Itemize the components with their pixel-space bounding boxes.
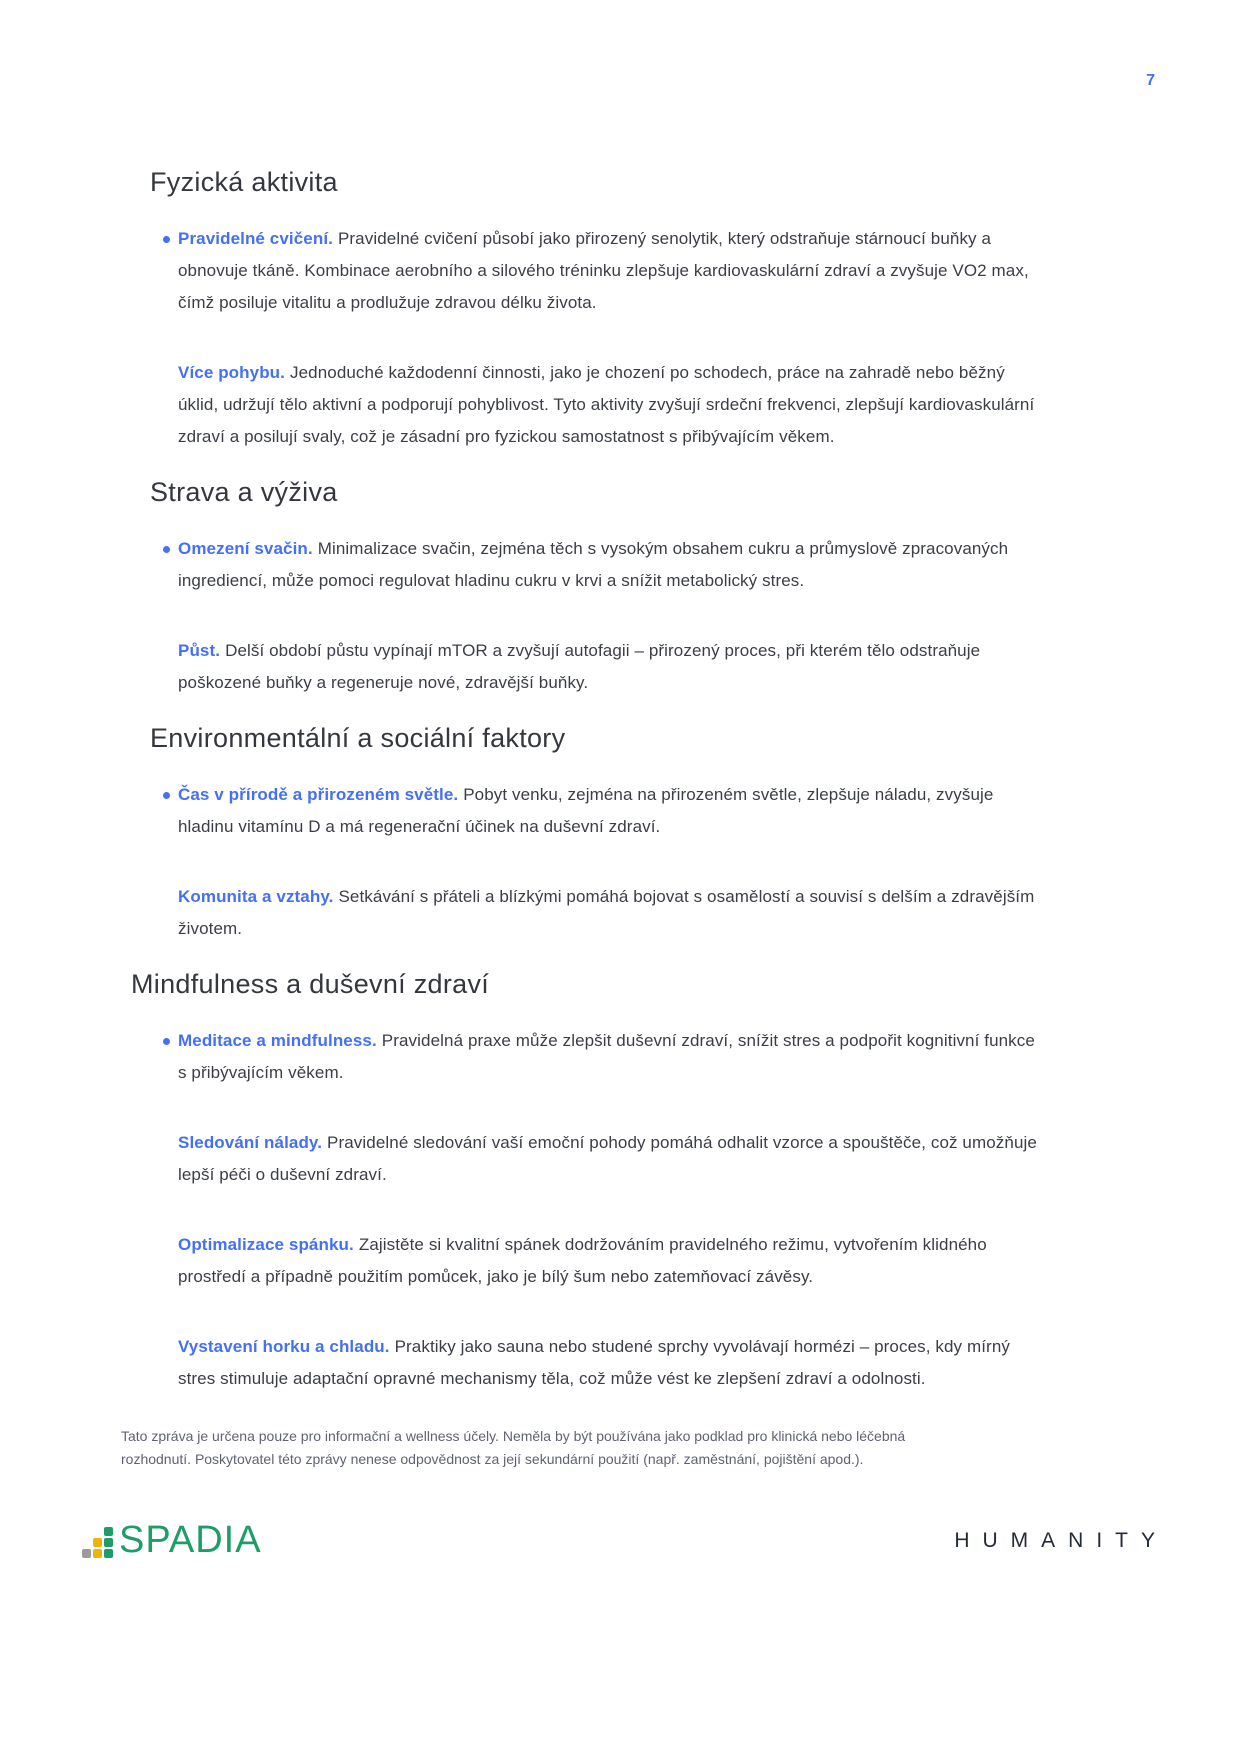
list-item [150,635,1038,699]
item-lead: Optimalizace spánku. [178,1235,354,1254]
section-title: Environmentální a sociální faktory [150,723,566,753]
item-text: Setkávání s přáteli a blízkými pomáhá bojovat s osamělostí a souvisí s delším a zdravějším životem. [178,887,1035,938]
section-strava-a-vyziva [150,473,1155,699]
item-text: Praktiky jako sauna nebo studené sprchy vyvolávají hormézi – proces, kdy mírný stres stimuluje adaptační opravné mechanismy těla, což může vést ke zlepšení zdraví a odolnosti. [178,1337,1010,1388]
item-text: Pobyt venku, zejména na přirozeném světle, zlepšuje náladu, zvyšuje hladinu vitamínu D a má regenerační účinek na duševní zdraví. [178,785,994,836]
spadia-wordmark: SPADIA [119,1519,262,1561]
bullet-dot-icon [163,546,170,553]
item-text: Zajistěte si kvalitní spánek dodržováním pravidelného režimu, vytvořením klidného prostředí a případně použitím pomůcek, jako je bílý šum nebo zatemňovací závěsy. [178,1235,987,1286]
footer-disclaimer: Tato zpráva je určena pouze pro informační a wellness účely. Neměla by být používána jako podklad pro klinická nebo léčebná rozhodnutí. Poskytovatel této zprávy nenese odpovědnost za její sekundární použití (např. zaměstnání, pojištění apod.). [121,1428,906,1467]
item-text: Pravidelné cvičení působí jako přirozený senolytik, který odstraňuje stárnoucí buňky a obnovuje tkáně. Kombinace aerobního a silového tréninku zlepšuje kardiovaskulární zdraví a zvyšuje VO2 max, čímž posiluje vitalitu a prodlužuje zdravou délku života. [178,229,1029,312]
list-item [150,1331,1038,1395]
bullet-dot-icon [163,236,170,243]
footer-brands [82,1519,1168,1562]
item-lead: Více pohybu. [178,363,285,382]
list-item [150,881,1038,945]
item-lead: Vystavení horku a chladu. [178,1337,390,1356]
item-lead: Meditace a mindfulness. [178,1031,377,1050]
list-item [150,357,1038,453]
item-text: Pravidelné sledování vaší emoční pohody pomáhá odhalit vzorce a spouštěče, což umožňuje lepší péči o duševní zdraví. [178,1133,1037,1184]
item-lead: Pravidelné cvičení. [178,229,333,248]
section-title: Mindfulness a duševní zdraví [131,969,490,999]
spadia-squares-icon [82,1527,113,1558]
item-lead: Půst. [178,641,221,660]
section-mindfulness-a-dusevni-zdravi [131,965,1155,1395]
list-item [150,1127,1038,1191]
spadia-logo [82,1519,262,1562]
section-environmentalni-a-socialni-faktory [150,719,1155,945]
bullet-dot-icon [163,1038,170,1045]
item-lead: Omezení svačin. [178,539,313,558]
bullet-dot-icon [163,792,170,799]
item-lead: Komunita a vztahy. [178,887,334,906]
page-number: 7 [1146,72,1155,89]
item-text: Pravidelná praxe může zlepšit duševní zdraví, snížit stres a podpořit kognitivní funkce s přibývajícím věkem. [178,1031,1035,1082]
item-lead: Čas v přírodě a přirozeném světle. [178,785,459,804]
list-item [150,779,1038,843]
item-text: Delší období půstu vypínají mTOR a zvyšují autofagii – přirozený proces, při kterém tělo odstraňuje poškozené buňky a regeneruje nové, zdravější buňky. [178,641,981,692]
section-fyzicka-aktivita [150,163,1155,453]
list-item [150,533,1038,597]
list-item [150,223,1038,319]
humanity-logo: HUMANITY [954,1528,1168,1552]
item-text: Minimalizace svačin, zejména těch s vysokým obsahem cukru a průmyslově zpracovaných ingrediencí, může pomoci regulovat hladinu cukru v krvi a snížit metabolický stres. [178,539,1009,590]
list-item [150,1229,1038,1293]
item-text: Jednoduché každodenní činnosti, jako je chození po schodech, práce na zahradě nebo běžný úklid, udržují tělo aktivní a podporují pohyblivost. Tyto aktivity zvyšují srdeční frekvenci, zlepšují kardiovaskulární zdraví a posilují svaly, což je zásadní pro fyzickou samostatnost s přibývajícím věkem. [178,363,1035,446]
section-title: Fyzická aktivita [150,167,338,197]
item-lead: Sledování nálady. [178,1133,323,1152]
section-title: Strava a výživa [150,477,338,507]
list-item [150,1025,1038,1089]
